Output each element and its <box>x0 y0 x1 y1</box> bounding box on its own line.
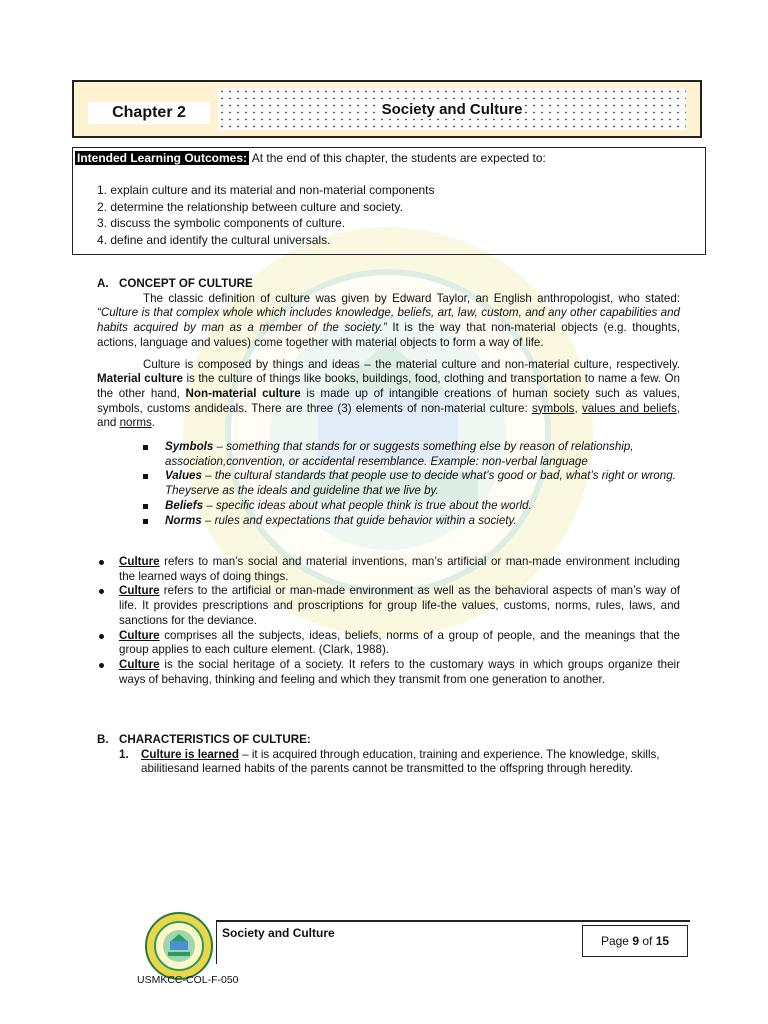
page-prefix: Page <box>600 934 633 948</box>
term-nonmaterial-culture: Non-material culture <box>185 386 301 400</box>
item-number: 1. <box>119 747 129 761</box>
characteristic-text: – it is acquired through education, training and experience. The knowledge, skills, abilitiesand learned habits of the parents cannot be transmitted to the offspring through heredity. <box>141 747 660 776</box>
section-concept-of-culture <box>97 277 680 528</box>
square-bullet-icon <box>143 519 148 524</box>
paragraph-text: Culture is composed by things and ideas – the material culture and non-material culture, respectively. <box>143 357 680 371</box>
definition-text: refers to man’s social and material inventions, man’s artificial or man-made environment including the learned ways of doing things. <box>119 555 680 583</box>
definition-term: Culture <box>119 628 160 642</box>
square-bullet-icon <box>143 445 148 450</box>
chapter-title-text: Society and Culture <box>381 101 523 118</box>
definition-term: Culture <box>119 555 160 568</box>
square-bullet-icon <box>143 474 148 479</box>
outcomes-header <box>75 150 546 166</box>
section-letter: A. <box>97 277 109 290</box>
form-code: USMKCC-COL-F-050 <box>137 974 239 986</box>
list-item <box>97 555 680 584</box>
outcome-item: 1. explain culture and its material and non-material components <box>97 183 435 197</box>
title-panel <box>218 88 686 130</box>
section-heading-text: CONCEPT OF CULTURE <box>119 277 253 290</box>
page-separator: of <box>639 934 656 948</box>
university-logo <box>144 911 214 981</box>
outcome-item: 4. define and identify the cultural universals. <box>97 232 331 247</box>
term-norms: norms <box>119 416 152 430</box>
taylor-quote: “Culture is that complex whole which includes knowledge, beliefs, art, law, custom, and any other capabilities and habits acquired by man as a member of the society.” <box>97 306 680 335</box>
paragraph-text: is the culture of things like books, buildings, food, clothing and transportation to name a few. On the other hand, <box>97 372 680 400</box>
element-term: Symbols <box>165 440 214 454</box>
outcomes-label: Intended Learning Outcomes: <box>77 151 248 165</box>
element-desc: – something that stands for or suggests something else by reason of relationship, association,convention, or accidental resemblance. Example: non-verbal language <box>165 440 634 468</box>
section-heading <box>97 277 680 292</box>
section-letter: B. <box>97 733 109 746</box>
list-item <box>97 440 680 469</box>
outcome-item: 3. discuss the symbolic components of culture. <box>97 216 346 230</box>
definition-text: is the social heritage of a society. It refers to the customary ways in which groups organize their ways of behaving, thinking and feeling and which they transmit from one generation to another. <box>119 657 680 686</box>
section-characteristics-of-culture <box>97 733 680 777</box>
element-desc: – rules and expectations that guide behavior within a society. <box>201 513 517 527</box>
page-current: 9 <box>632 934 639 948</box>
element-term: Beliefs <box>165 498 204 512</box>
definition-text: comprises all the subjects, ideas, beliefs, norms of a group of people, and the meanings that the group applies to each culture element. (Clark, 1988). <box>119 628 680 657</box>
page-indicator <box>582 925 688 957</box>
outcomes-list <box>97 182 435 248</box>
bullet-icon <box>99 560 104 565</box>
list-item <box>97 469 680 498</box>
term-symbols: symbols <box>531 401 575 415</box>
element-desc: – specific ideas about what people think is true about the world. <box>203 498 532 512</box>
paragraph-text: It is the way that non-material objects (e.g. thoughts, actions, language and values) come together with material objects to form a way of life. <box>97 321 680 349</box>
characteristic-term: Culture is learned <box>141 747 239 761</box>
square-bullet-icon <box>143 504 148 509</box>
paragraph-text: , <box>574 401 582 415</box>
learning-outcomes-box <box>72 147 706 255</box>
paragraph-text: is made up of intangible creations of human society such as values, symbols, customs andideals. There are three (3) elements of non-material culture: <box>97 386 680 415</box>
element-desc: – the cultural standards that people use to decide what’s good or bad, what’s right or wrong. Theyserve as the ideals and guideline that we live by. <box>165 469 676 498</box>
section-heading <box>97 733 680 748</box>
section-heading-text: CHARACTERISTICS OF CULTURE: <box>119 733 311 746</box>
element-term: Norms <box>165 513 202 527</box>
footer-rule <box>216 920 690 922</box>
paragraph-text: The classic definition of culture was given by Edward Taylor, an English anthropologist, who stated: <box>143 291 680 305</box>
bullet-icon <box>99 589 104 594</box>
list-item <box>97 584 680 628</box>
term-material-culture: Material culture <box>97 372 183 386</box>
list-item <box>97 629 680 658</box>
bullet-icon <box>99 663 104 668</box>
term-values-beliefs: values and beliefs <box>581 401 677 415</box>
bullet-icon <box>99 634 104 639</box>
footer-title: Society and Culture <box>222 926 335 940</box>
element-term: Values <box>165 469 202 483</box>
list-item <box>97 658 680 687</box>
list-item <box>97 748 680 777</box>
elements-list <box>97 440 680 528</box>
characteristics-list <box>97 748 680 777</box>
paragraph-text: , and <box>97 401 681 430</box>
footer-divider <box>216 920 217 964</box>
culture-definitions <box>97 555 680 687</box>
definition-term: Culture <box>119 657 160 671</box>
list-item <box>97 499 680 514</box>
paragraph-material-culture <box>97 358 680 432</box>
definition-term: Culture <box>119 584 160 598</box>
outcomes-intro: At the end of this chapter, the students are expected to: <box>251 151 546 165</box>
paragraph-text: . <box>151 416 156 430</box>
definition-text: refers to the artificial or man-made environment as well as the behavioral aspects of man’s way of life. It provides prescriptions and proscriptions for group life-the values, customs, norms, rules, laws, and sanctions for the deviance. <box>119 584 680 627</box>
definitions-list <box>97 555 680 687</box>
outcome-item: 2. determine the relationship between culture and society. <box>97 199 403 214</box>
chapter-title <box>218 101 686 119</box>
chapter-header <box>72 80 702 138</box>
chapter-label: Chapter 2 <box>88 102 210 124</box>
paragraph-taylor-definition <box>97 292 680 351</box>
list-item <box>97 514 680 529</box>
page-total: 15 <box>655 934 670 948</box>
